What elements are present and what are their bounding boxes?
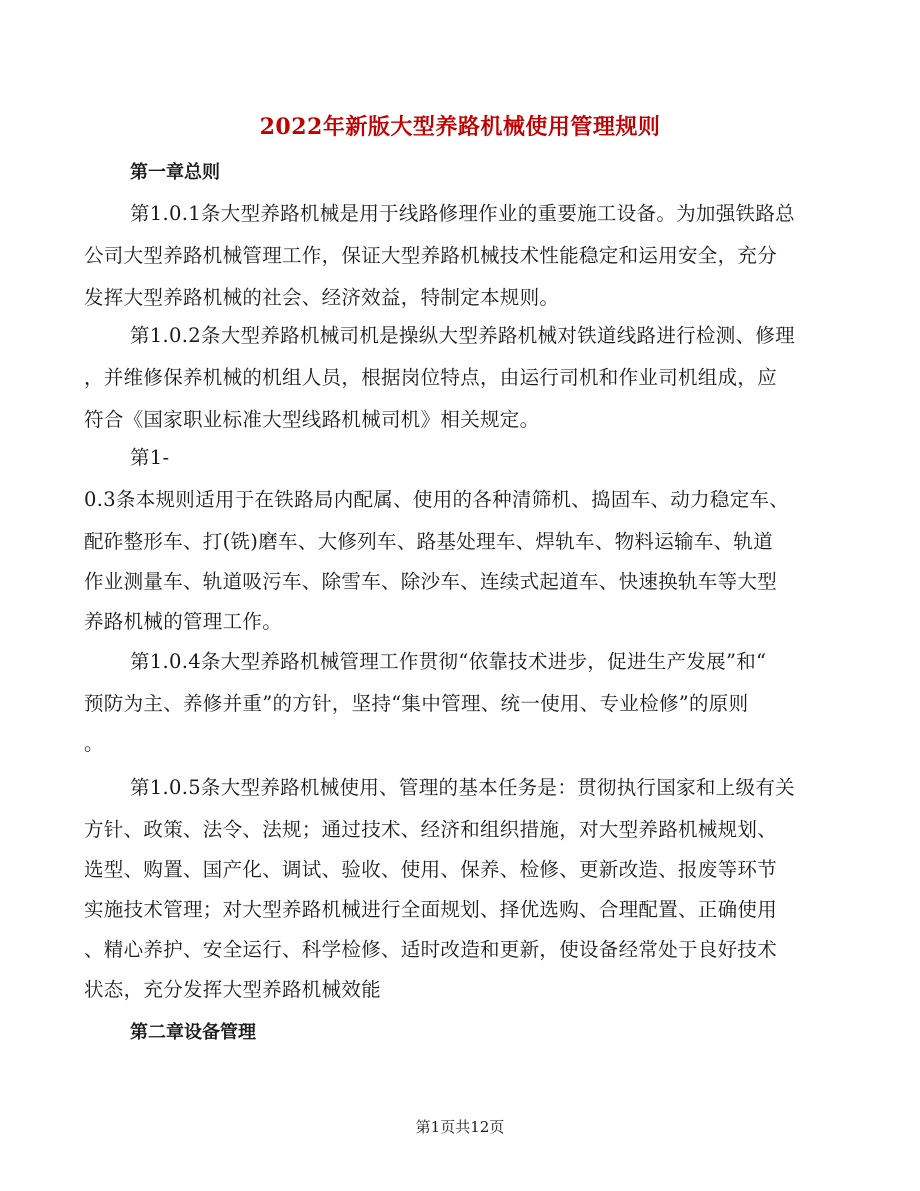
paragraph-line: 。 — [84, 732, 104, 755]
paragraph-line: 公司大型养路机械管理工作，保证大型养路机械技术性能稳定和运用安全，充分 — [84, 244, 778, 267]
chapter-heading-1: 第一章总则 — [130, 162, 220, 183]
paragraph-line: 作业测量车、轨道吸污车、除雪车、除沙车、连续式起道车、快速换轨车等大型 — [84, 570, 778, 593]
page-number: 第1页共12页 — [415, 1118, 505, 1136]
paragraph-line: 0.3条本规则适用于在铁路局内配属、使用的各种清筛机、捣固车、动力稳定车、 — [84, 488, 790, 511]
paragraph-line: 第1.0.2条大型养路机械司机是操纵大型养路机械对铁道线路进行检测、修理 — [130, 324, 795, 347]
paragraph-line: ，并维修保养机械的机组人员，根据岗位特点，由运行司机和作业司机组成，应 — [84, 366, 778, 389]
paragraph-line: 发挥大型养路机械的社会、经济效益，特制定本规则。 — [84, 286, 560, 309]
document-title: 2022年新版大型养路机械使用管理规则 — [259, 114, 661, 140]
paragraph-line: 、精心养护、安全运行、科学检修、适时改造和更新，使设备经常处于良好技术 — [84, 938, 778, 961]
paragraph-line: 方针、政策、法令、法规；通过技术、经济和组织措施，对大型养路机械规划、 — [84, 818, 778, 841]
paragraph-line: 第1.0.4条大型养路机械管理工作贯彻“依靠技术进步，促进生产发展”和“ — [130, 650, 767, 673]
paragraph-line: 第1- — [130, 446, 170, 469]
paragraph-line: 实施技术管理；对大型养路机械进行全面规划、择优选购、合理配置、正确使用 — [84, 898, 778, 921]
paragraph-line: 状态，充分发挥大型养路机械效能 — [84, 978, 382, 1001]
paragraph-line: 选型、购置、国产化、调试、验收、使用、保养、检修、更新改造、报废等环节 — [84, 858, 778, 881]
chapter-heading-2: 第二章设备管理 — [130, 1022, 256, 1043]
paragraph-line: 第1.0.5条大型养路机械使用、管理的基本任务是：贯彻执行国家和上级有关 — [130, 776, 795, 799]
paragraph-line: 养路机械的管理工作。 — [84, 610, 283, 633]
paragraph-line: 符合《国家职业标准大型线路机械司机》相关规定。 — [84, 408, 540, 431]
paragraph-line: 第1.0.1条大型养路机械是用于线路修理作业的重要施工设备。为加强铁路总 — [130, 202, 795, 225]
paragraph-line: 预防为主、养修并重”的方针，坚持“集中管理、统一使用、专业检修”的原则 — [84, 692, 749, 715]
paragraph-line: 配砟整形车、打(铣)磨车、大修列车、路基处理车、焊轨车、物料运输车、轨道 — [84, 530, 774, 553]
